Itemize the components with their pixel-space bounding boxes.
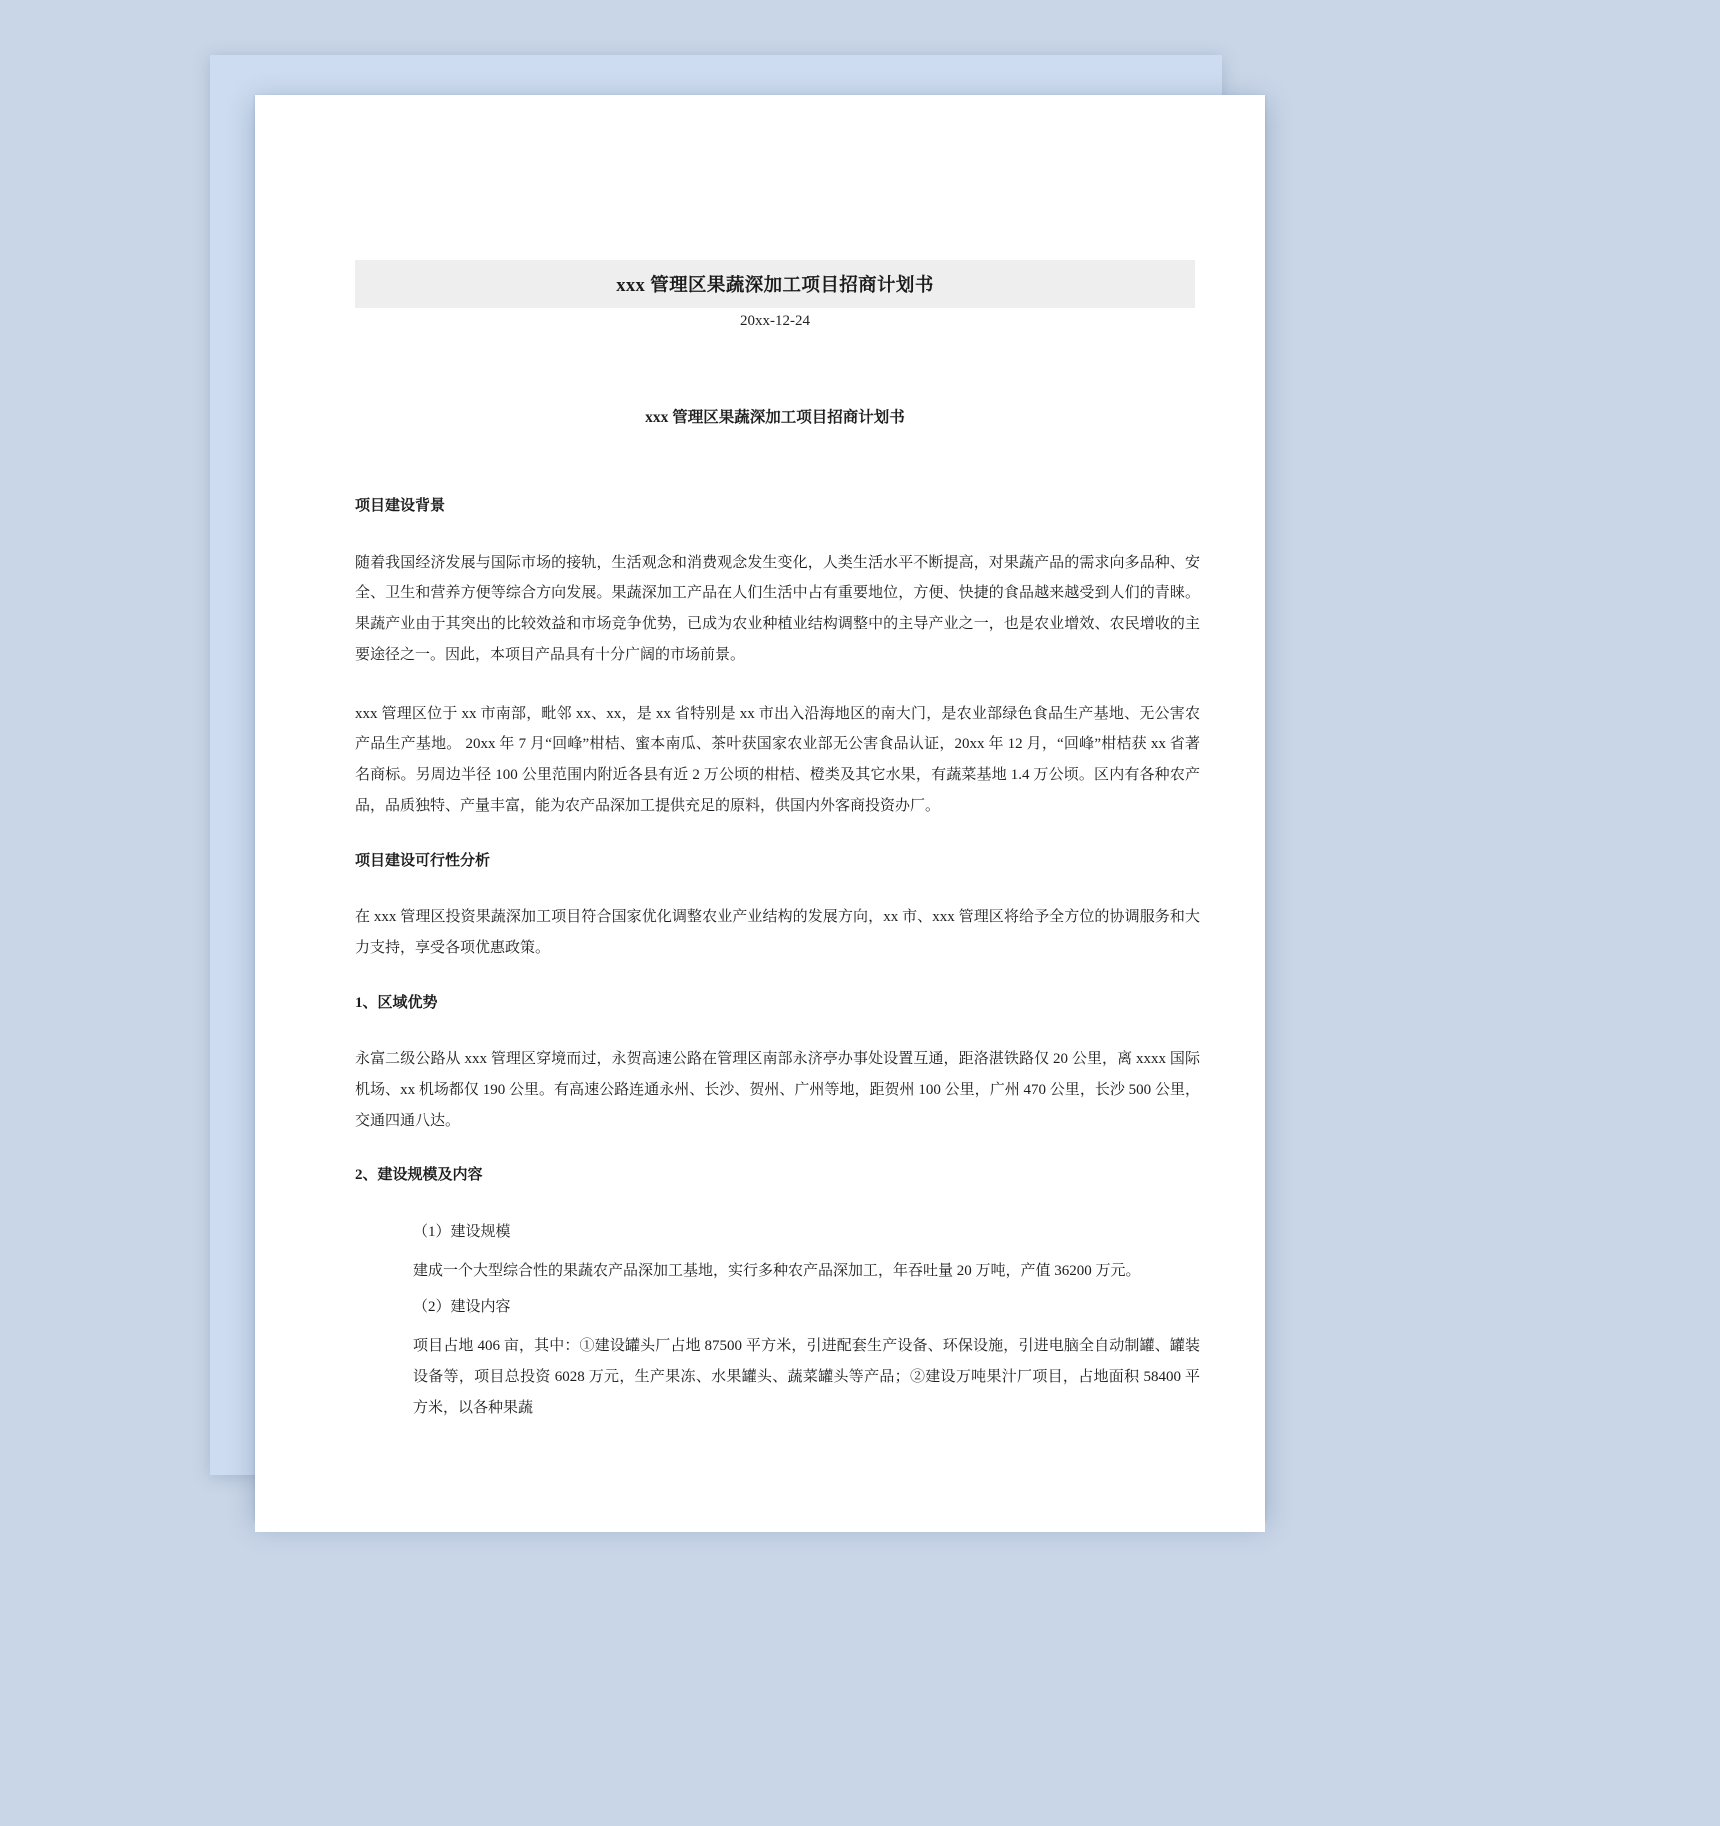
paragraph-feasibility-policy: 在 xxx 管理区投资果蔬深加工项目符合国家优化调整农业产业结构的发展方向，xx 市、xxx 管理区将给予全方位的协调服务和大力支持，享受各项优惠政策。 bbox=[355, 909, 1200, 956]
subitem-2-label-construction-content: （2）建设内容 bbox=[413, 1299, 511, 1316]
document-subtitle: xxx 管理区果蔬深加工项目招商计划书 bbox=[645, 409, 905, 426]
paragraph-location-resources: xxx 管理区位于 xx 市南部，毗邻 xx、xx，是 xx 省特别是 xx 市出入沿海地区的南大门，是农业部绿色食品生产基地、无公害农产品生产基地。 20xx 年 7 月“回峰”柑桔、蜜本南瓜、茶叶获国家农业部无公害食品认证，20xx 年 12 月，“回峰”柑桔获 xx 省著名商标。另周边半径 100 公里范围内附近各县有近 2 万公顷的柑桔、橙类及其它水果，有蔬菜基地 1.4 万公顷。区内有各种农产品，品质独特、产量丰富，能为农产品深加工提供充足的原料，供国内外客商投资办厂。 bbox=[355, 705, 1200, 814]
document-date: 20xx-12-24 bbox=[740, 313, 810, 329]
paragraph-construction-scale: 建成一个大型综合性的果蔬农产品深加工基地，实行多种农产品深加工，年吞吐量 20 万吨，产值 36200 万元。 bbox=[413, 1262, 1141, 1279]
document-title-banner bbox=[355, 260, 1195, 308]
paragraph-background-intro: 随着我国经济发展与国际市场的接轨，生活观念和消费观念发生变化，人类生活水平不断提高，对果蔬产品的需求向多品种、安全、卫生和营养方便等综合方向发展。果蔬深加工产品在人们生活中占有重要地位，方便、快捷的食品越来越受到人们的青睐。果蔬产业由于其突出的比较效益和市场竞争优势，已成为农业种植业结构调整中的主导产业之一，也是农业增效、农民增收的主要途径之一。因此，本项目产品具有十分广阔的市场前景。 bbox=[355, 554, 1200, 663]
document-body bbox=[355, 95, 1200, 1520]
subitem-1-label-construction-scale: （1）建设规模 bbox=[413, 1223, 511, 1240]
numbered-item-2-label: 2、建设规模及内容 bbox=[355, 1167, 483, 1184]
section-heading-background: 项目建设背景 bbox=[355, 498, 446, 514]
page-title: xxx 管理区果蔬深加工项目招商计划书 bbox=[616, 276, 934, 296]
numbered-item-1-label: 1、区域优势 bbox=[355, 994, 438, 1011]
paragraph-regional-advantage: 永富二级公路从 xxx 管理区穿境而过，永贺高速公路在管理区南部永济亭办事处设置互通，距洛湛铁路仅 20 公里，离 xxxx 国际机场、xx 机场都仅 190 公里。有高速公路连通永州、长沙、贺州、广州等地，距贺州 100 公里，广州 470 公里，长沙 500 公里，交通四通八达。 bbox=[355, 1051, 1200, 1129]
page-bottom-mask bbox=[255, 1520, 1265, 1532]
section-heading-feasibility: 项目建设可行性分析 bbox=[355, 852, 491, 869]
document-content bbox=[355, 495, 1200, 1451]
document-page bbox=[255, 95, 1265, 1520]
paragraph-construction-content: 项目占地 406 亩，其中：①建设罐头厂占地 87500 平方米，引进配套生产设备、环保设施，引进电脑全自动制罐、罐装设备等，项目总投资 6028 万元，生产果冻、水果罐头、蔬菜罐头等产品；②建设万吨果汁厂项目，占地面积 58400 平方米，以各种果蔬 bbox=[413, 1338, 1200, 1416]
